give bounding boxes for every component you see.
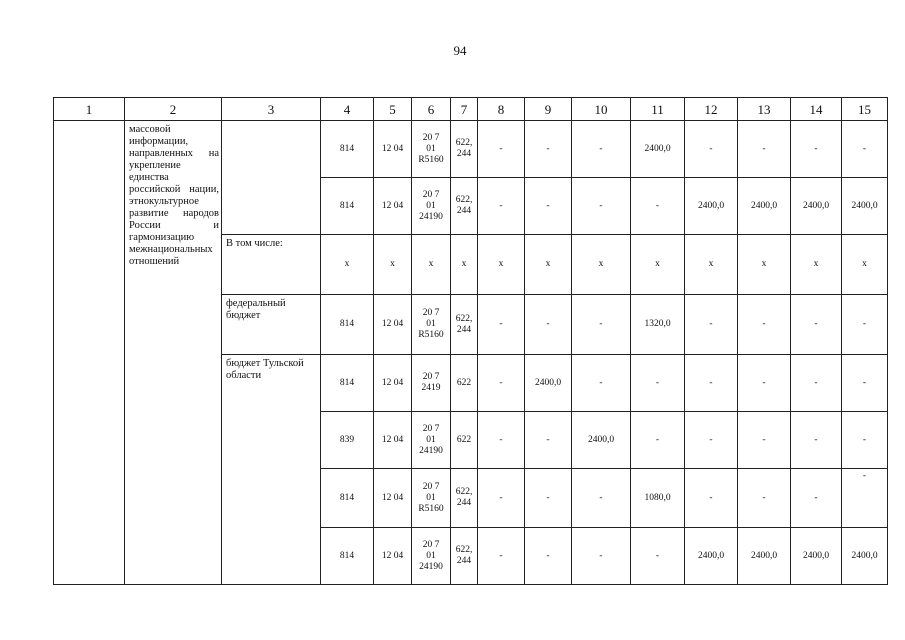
cell-target-code-line: 24190 <box>419 211 443 222</box>
cell-expense-type <box>451 355 478 412</box>
cell-target-code <box>412 235 451 295</box>
cell-value-c12: 2400,0 <box>685 528 738 585</box>
cell-admin-code: 839 <box>321 412 374 469</box>
cell-value-c11: - <box>631 528 685 585</box>
page-number: 94 <box>453 43 467 58</box>
cell-value-c8: - <box>478 412 525 469</box>
cell-expense-type <box>451 469 478 528</box>
cell-target-code-line: 01 <box>426 200 436 211</box>
cell-expense-type <box>451 295 478 355</box>
cell-value-c8: x <box>478 235 525 295</box>
cell-value-c14: - <box>791 469 842 528</box>
cell-value-c9: - <box>525 295 572 355</box>
cell-value-c12: x <box>685 235 738 295</box>
cell-target-code-line: 20 7 <box>422 132 440 143</box>
cell-value-c11: x <box>631 235 685 295</box>
cell-expense-type-line: 244 <box>456 556 472 566</box>
cell-section-code: 12 04 <box>374 121 412 178</box>
column-header-2: 2 <box>125 98 222 121</box>
column-header-10: 10 <box>572 98 631 121</box>
cell-value-c10: - <box>572 295 631 355</box>
cell-value-c10: 2400,0 <box>572 412 631 469</box>
cell-target-code-line: 20 7 <box>422 481 440 492</box>
cell-value-c8: - <box>478 178 525 235</box>
cell-value-c10: - <box>572 121 631 178</box>
cell-target-code <box>412 295 451 355</box>
cell-target-code-line: 2419 <box>421 383 441 393</box>
column-header-9: 9 <box>525 98 572 121</box>
source-cell-federal: федеральный бюджет <box>222 295 321 355</box>
cell-admin-code: 814 <box>321 121 374 178</box>
cell-value-c13: 2400,0 <box>738 528 791 585</box>
cell-target-code <box>412 355 451 412</box>
column-header-15: 15 <box>842 98 888 121</box>
cell-section-code: 12 04 <box>374 355 412 412</box>
cell-value-c11: - <box>631 412 685 469</box>
cell-value-c14: - <box>791 121 842 178</box>
cell-value-c12: - <box>685 355 738 412</box>
column-header-14: 14 <box>791 98 842 121</box>
cell-value-c14: 2400,0 <box>791 178 842 235</box>
cell-target-code-line: 24190 <box>419 445 443 456</box>
cell-value-c15: x <box>842 235 888 295</box>
program-description: массовой информации, направленных на укрепление единства российской нации, этнокультурное развитие народов России и гармонизацию межнациональных отношений <box>125 121 222 585</box>
cell-expense-type-line: 622, <box>455 313 473 324</box>
cell-value-c8: - <box>478 121 525 178</box>
cell-section-code: 12 04 <box>374 412 412 469</box>
cell-value-c9: 2400,0 <box>525 355 572 412</box>
source-cell-tula: бюджет Тульской области <box>222 355 321 585</box>
cell-target-code-line: 01 <box>426 143 436 154</box>
cell-value-c12: - <box>685 295 738 355</box>
cell-value-c10: - <box>572 469 631 528</box>
cell-value-c14: - <box>791 355 842 412</box>
cell-section-code: 12 04 <box>374 469 412 528</box>
cell-target-code <box>412 121 451 178</box>
cell-section-code: x <box>374 235 412 295</box>
cell-value-c14: x <box>791 235 842 295</box>
cell-expense-type <box>451 412 478 469</box>
cell-expense-type <box>451 528 478 585</box>
cell-value-c9: - <box>525 528 572 585</box>
cell-value-c15: 2400,0 <box>842 528 888 585</box>
cell-expense-type-line: 622, <box>455 487 473 497</box>
cell-expense-type-line: 244 <box>456 324 472 335</box>
cell-target-code <box>412 178 451 235</box>
cell-value-c8: - <box>478 469 525 528</box>
cell-admin-code: 814 <box>321 295 374 355</box>
cell-expense-type-line: 622 <box>456 377 472 388</box>
table-row <box>54 121 888 178</box>
cell-value-c9: - <box>525 178 572 235</box>
cell-value-c13: - <box>738 355 791 412</box>
source-cell-total <box>222 121 321 235</box>
cell-value-c9: - <box>525 121 572 178</box>
cell-section-code: 12 04 <box>374 528 412 585</box>
cell-target-code-line: x <box>428 259 434 269</box>
cell-target-code-line: 20 7 <box>422 539 440 550</box>
cell-value-c8: - <box>478 355 525 412</box>
cell-value-c14: - <box>791 295 842 355</box>
cell-value-c11: - <box>631 178 685 235</box>
cell-value-c8: - <box>478 295 525 355</box>
cell-value-c15: - <box>842 469 888 528</box>
cell-value-c15: - <box>842 295 888 355</box>
cell-value-c13: x <box>738 235 791 295</box>
cell-expense-type-line: x <box>461 259 467 269</box>
cell-value-c10: - <box>572 355 631 412</box>
cell-value-c15: - <box>842 412 888 469</box>
cell-value-c10: - <box>572 178 631 235</box>
cell-section-code: 12 04 <box>374 295 412 355</box>
cell-value-c9: x <box>525 235 572 295</box>
cell-target-code-line: 01 <box>426 434 436 445</box>
cell-target-code-line: 20 7 <box>422 423 440 434</box>
cell-admin-code: x <box>321 235 374 295</box>
column-header-6: 6 <box>412 98 451 121</box>
header-row <box>54 98 888 121</box>
cell-expense-type-line: 244 <box>456 149 472 159</box>
cell-value-c10: x <box>572 235 631 295</box>
cell-value-c13: - <box>738 295 791 355</box>
cell-target-code-line: 01 <box>426 492 436 503</box>
cell-value-c10: - <box>572 528 631 585</box>
cell-target-code-line: 20 7 <box>422 372 440 382</box>
cell-expense-type-line: 244 <box>456 498 472 508</box>
cell-target-code-line: 01 <box>426 319 436 329</box>
cell-expense-type <box>451 178 478 235</box>
cell-value-c15: - <box>842 355 888 412</box>
column-header-3: 3 <box>222 98 321 121</box>
cell-target-code <box>412 528 451 585</box>
row-number-cell <box>54 121 125 585</box>
cell-target-code <box>412 469 451 528</box>
cell-value-c14: - <box>791 412 842 469</box>
column-header-7: 7 <box>451 98 478 121</box>
cell-target-code-line: 20 7 <box>422 189 440 200</box>
cell-expense-type-line: 622, <box>455 138 473 148</box>
cell-value-c11: 2400,0 <box>631 121 685 178</box>
cell-value-c9: - <box>525 412 572 469</box>
source-cell-vtom: В том числе: <box>222 235 321 295</box>
cell-expense-type-line: 622, <box>455 545 473 555</box>
cell-value-c9: - <box>525 469 572 528</box>
cell-value-c13: - <box>738 121 791 178</box>
column-header-12: 12 <box>685 98 738 121</box>
cell-target-code-line: R5160 <box>418 330 444 340</box>
cell-admin-code: 814 <box>321 178 374 235</box>
column-header-8: 8 <box>478 98 525 121</box>
cell-admin-code: 814 <box>321 528 374 585</box>
cell-value-c11: 1320,0 <box>631 295 685 355</box>
column-header-4: 4 <box>321 98 374 121</box>
budget-table <box>53 97 888 585</box>
cell-value-c15: - <box>842 121 888 178</box>
cell-expense-type-line: 622, <box>455 195 473 205</box>
cell-section-code: 12 04 <box>374 178 412 235</box>
cell-target-code-line: R5160 <box>418 154 444 165</box>
cell-value-c8: - <box>478 528 525 585</box>
cell-value-c14: 2400,0 <box>791 528 842 585</box>
cell-target-code-line: 24190 <box>419 561 443 572</box>
cell-target-code-line: 01 <box>426 550 436 561</box>
cell-value-c12: - <box>685 469 738 528</box>
cell-value-c12: 2400,0 <box>685 178 738 235</box>
cell-expense-type-line: 244 <box>456 206 472 216</box>
cell-admin-code: 814 <box>321 355 374 412</box>
column-header-11: 11 <box>631 98 685 121</box>
cell-value-c13: 2400,0 <box>738 178 791 235</box>
cell-expense-type <box>451 121 478 178</box>
column-header-1: 1 <box>54 98 125 121</box>
cell-value-c13: - <box>738 469 791 528</box>
cell-target-code <box>412 412 451 469</box>
cell-value-c11: 1080,0 <box>631 469 685 528</box>
column-header-5: 5 <box>374 98 412 121</box>
cell-value-c11: - <box>631 355 685 412</box>
cell-expense-type-line: 622 <box>456 434 472 445</box>
cell-target-code-line: 20 7 <box>422 308 440 318</box>
cell-admin-code: 814 <box>321 469 374 528</box>
cell-value-c12: - <box>685 121 738 178</box>
cell-value-c15: 2400,0 <box>842 178 888 235</box>
cell-value-c13: - <box>738 412 791 469</box>
cell-target-code-line: R5160 <box>418 503 444 514</box>
cell-value-c12: - <box>685 412 738 469</box>
cell-expense-type <box>451 235 478 295</box>
column-header-13: 13 <box>738 98 791 121</box>
